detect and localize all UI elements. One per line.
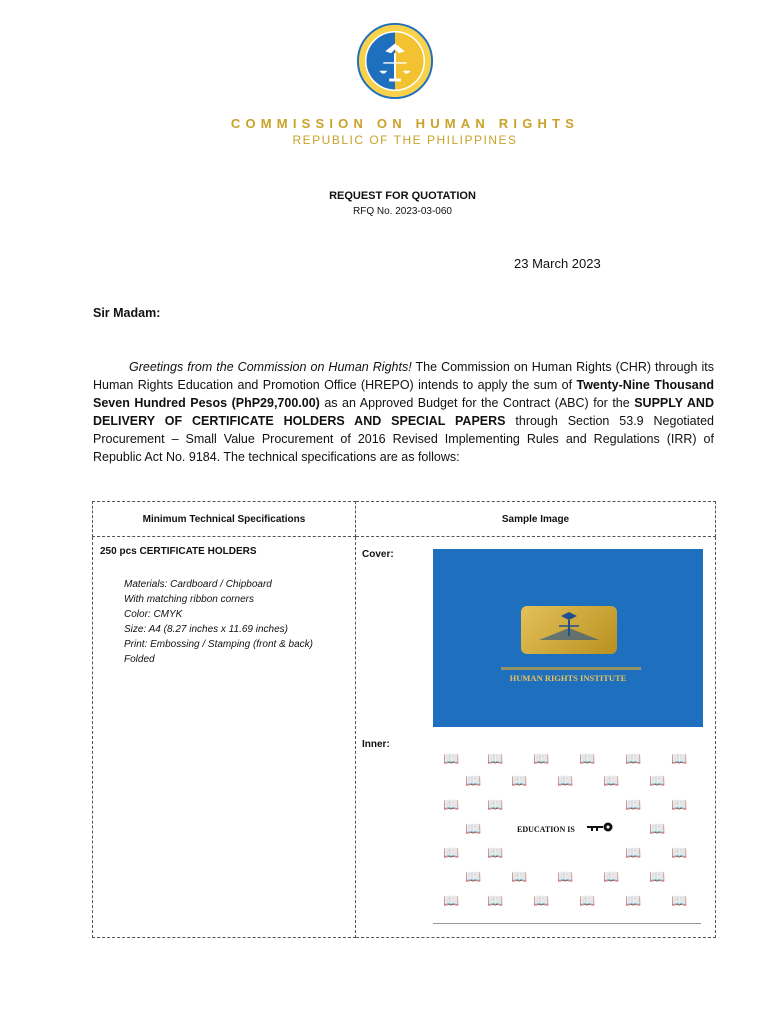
book-icon: 📖 — [533, 893, 550, 908]
spec-item: With matching ribbon corners — [124, 594, 254, 605]
book-icon: 📖 — [557, 773, 574, 788]
org-subtitle: REPUBLIC OF THE PHILIPPINES — [292, 133, 518, 147]
greeting: Greetings from the Commission on Human Rights! — [129, 360, 412, 374]
budget-amount: Twenty-Nine Thousand Seven Hundred Pesos (PhP29,700.00) — [93, 378, 714, 410]
book-icon: 📖 — [533, 751, 550, 766]
specifications-table — [92, 501, 716, 938]
chr-seal-icon — [356, 22, 434, 100]
book-icon: 📖 — [465, 773, 482, 788]
document-title: REQUEST FOR QUOTATION — [329, 190, 476, 202]
book-icon: 📖 — [487, 893, 504, 908]
inner-label: Inner: — [362, 739, 390, 750]
rfq-number: RFQ No. 2023-03-060 — [353, 206, 452, 217]
col-header-sample: Sample Image — [356, 502, 716, 537]
sample-image-cell — [356, 537, 716, 938]
book-icon: 📖 — [443, 845, 460, 860]
spec-item: Folded — [124, 654, 155, 665]
book-icon: 📖 — [487, 751, 504, 766]
book-icon: 📖 — [443, 751, 460, 766]
org-name: COMMISSION ON HUMAN RIGHTS — [230, 116, 580, 131]
book-icon: 📖 — [443, 797, 460, 812]
book-icon: 📖 — [625, 845, 642, 860]
book-icon: 📖 — [671, 797, 688, 812]
item-title: 250 pcs CERTIFICATE HOLDERS — [100, 546, 257, 557]
book-icon: 📖 — [671, 893, 688, 908]
book-icon: 📖 — [625, 797, 642, 812]
book-icon: 📖 — [671, 751, 688, 766]
book-icon: 📖 — [625, 893, 642, 908]
divider-line — [501, 667, 641, 670]
book-icon: 📖 — [465, 869, 482, 884]
spec-cell — [93, 537, 356, 938]
spec-list — [124, 577, 354, 667]
cover-title: HUMAN RIGHTS INSTITUTE — [509, 673, 627, 683]
book-icon: 📖 — [603, 869, 620, 884]
key-icon — [587, 822, 613, 832]
book-icon: 📖 — [649, 821, 666, 836]
book-icon: 📖 — [511, 773, 528, 788]
book-icon: 📖 — [557, 869, 574, 884]
col-header-specs: Minimum Technical Specifications — [93, 502, 356, 537]
body-paragraph: Greetings from the Commission on Human Rights! The Commission on Human Rights (CHR) through its Human Rights Education and Promotion Office (HREPO) intends to apply the sum of Twenty-Nine Thousand Seven Hundred Pesos (PhP29,700.00) as an Approved Budget for the Contract (ABC) for the SUPPLY AND DELIVERY OF CERTIFICATE HOLDERS AND SPECIAL PAPERS through Section 53.9 Negotiated Procurement – Small Value Procurement of 2016 Revised Implementing Rules and Regulations (IRR) of Republic Act No. 9184. The technical specifications are as follows: — [93, 360, 714, 464]
book-icon: 📖 — [465, 821, 482, 836]
book-icon: 📖 — [579, 893, 596, 908]
book-icon: 📖 — [671, 845, 688, 860]
book-icon: 📖 — [649, 773, 666, 788]
book-icon: 📖 — [511, 869, 528, 884]
book-icon: 📖 — [625, 751, 642, 766]
book-icon: 📖 — [649, 869, 666, 884]
cover-sample-image — [433, 549, 703, 727]
project-name: SUPPLY AND DELIVERY OF CERTIFICATE HOLDERS AND SPECIAL PAPERS — [93, 396, 714, 428]
inner-text: EDUCATION IS — [517, 825, 575, 834]
inner-sample-image — [433, 747, 701, 924]
salutation: Sir Madam: — [93, 306, 161, 320]
book-icon: 📖 — [579, 751, 596, 766]
document-date: 23 March 2023 — [514, 256, 601, 271]
book-icon: 📖 — [487, 845, 504, 860]
spec-item: Materials: Cardboard / Chipboard — [124, 579, 272, 590]
book-icon: 📖 — [443, 893, 460, 908]
gold-emblem-icon — [521, 606, 617, 654]
spec-item: Color: CMYK — [124, 609, 183, 620]
book-icon: 📖 — [603, 773, 620, 788]
spec-item: Print: Embossing / Stamping (front & back) — [124, 639, 313, 650]
cover-label: Cover: — [362, 549, 394, 560]
spec-item: Size: A4 (8.27 inches x 11.69 inches) — [124, 624, 288, 635]
book-icon: 📖 — [487, 797, 504, 812]
